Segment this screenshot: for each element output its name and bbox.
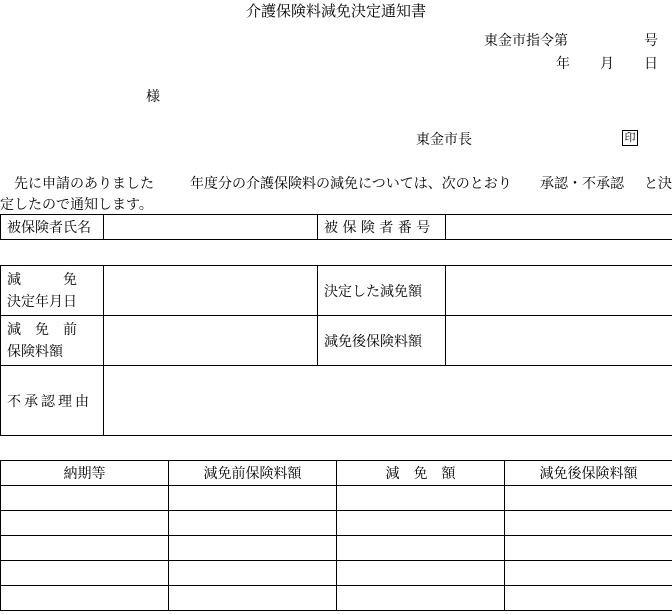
- schedule-cell: [337, 511, 505, 536]
- addressee-suffix: 様: [146, 89, 160, 105]
- issuer-name: 東金市長: [416, 132, 472, 148]
- schedule-table: [0, 460, 672, 611]
- table-row: [1, 511, 672, 536]
- table-row: [1, 536, 672, 561]
- body-line1-c: 承認・不承認: [540, 176, 624, 192]
- body-line1-b: 年度分の介護保険料の減免については、次のとおり: [190, 176, 512, 192]
- rejection-reason-label: 不承認理由: [1, 366, 104, 436]
- schedule-cell: [1, 536, 169, 561]
- schedule-cell: [1, 486, 169, 511]
- seal-icon: 印: [622, 130, 638, 146]
- schedule-cell: [337, 586, 505, 611]
- schedule-cell: [337, 536, 505, 561]
- schedule-cell: [505, 536, 672, 561]
- table-row: [1, 586, 672, 611]
- schedule-cell: [1, 561, 169, 586]
- table-row: [1, 486, 672, 511]
- insured-number-label: 被 保 険 者 番 号: [318, 215, 446, 240]
- decision-date-value: [104, 266, 318, 316]
- schedule-cell: [337, 561, 505, 586]
- doc-number-suffix: 号: [644, 33, 658, 49]
- body-line1-d: と決: [644, 176, 672, 192]
- before-amount-label: [1, 316, 104, 366]
- schedule-cell: [505, 486, 672, 511]
- decided-amount-label: 決定した減免額: [318, 266, 446, 316]
- schedule-cell: [169, 486, 337, 511]
- schedule-cell: [505, 511, 672, 536]
- schedule-header-period: 納期等: [1, 461, 169, 486]
- schedule-cell: [169, 536, 337, 561]
- body-line1-a: 先に申請のありました: [14, 176, 154, 192]
- before-amount-label-1: 減 免 前: [7, 321, 77, 338]
- rejection-reason-value: [104, 366, 672, 436]
- date-month: 月: [600, 56, 614, 72]
- schedule-cell: [1, 511, 169, 536]
- schedule-cell: [337, 486, 505, 511]
- schedule-cell: [169, 511, 337, 536]
- table-row: [1, 561, 672, 586]
- before-amount-value: [104, 316, 318, 366]
- before-amount-label-2: 保険料額: [7, 343, 63, 360]
- decision-date-label-1: 減 免: [7, 271, 77, 288]
- schedule-header-reduction: 減 免 額: [337, 461, 505, 486]
- decision-date-label-2: 決定年月日: [7, 293, 77, 310]
- date-year: 年: [556, 56, 570, 72]
- schedule-header-after: 減免後保険料額: [505, 461, 672, 486]
- insured-name-value: [104, 215, 318, 240]
- schedule-header-before: 減免前保険料額: [169, 461, 337, 486]
- doc-number-prefix: 東金市指令第: [484, 33, 568, 49]
- schedule-cell: [169, 586, 337, 611]
- document-title: 介護保険料減免決定通知書: [245, 2, 426, 20]
- insured-info-table: [0, 214, 672, 240]
- schedule-cell: [1, 586, 169, 611]
- decision-date-label: [1, 266, 104, 316]
- body-line2: 定したので通知します。: [0, 197, 153, 213]
- insured-name-label: 被保険者氏名: [1, 215, 104, 240]
- schedule-cell: [505, 561, 672, 586]
- schedule-cell: [505, 586, 672, 611]
- insured-number-value: [446, 215, 672, 240]
- after-amount-label: 減免後保険料額: [318, 316, 446, 366]
- date-day: 日: [644, 56, 658, 72]
- decided-amount-value: [446, 266, 672, 316]
- schedule-cell: [169, 561, 337, 586]
- after-amount-value: [446, 316, 672, 366]
- seal-mark: [622, 129, 638, 146]
- decision-table: [0, 265, 672, 436]
